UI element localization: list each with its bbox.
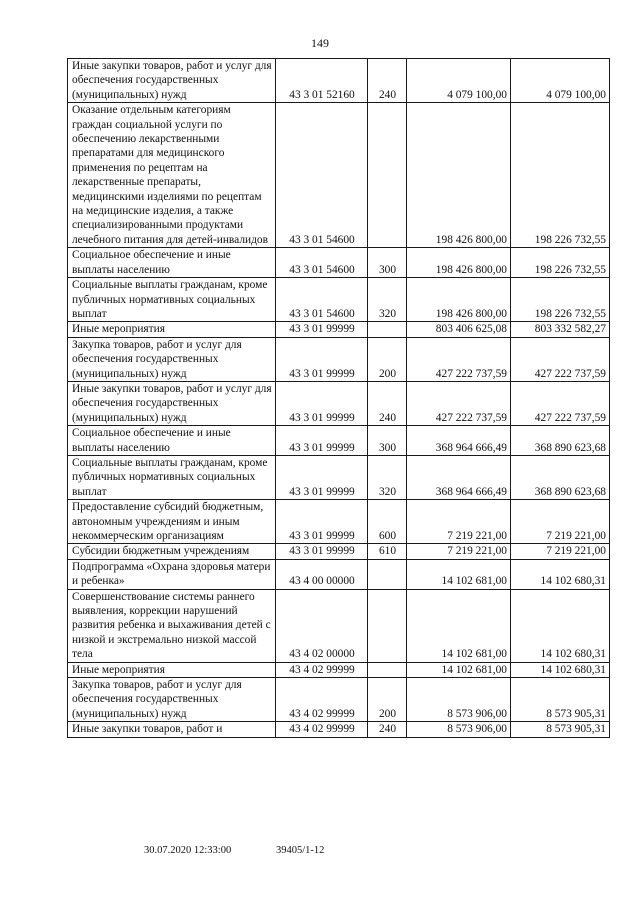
row-fact-amount-cell: 803 332 582,27 (511, 322, 610, 337)
table-row (68, 559, 610, 589)
row-fact-amount-cell: 427 222 737,59 (511, 381, 610, 425)
table-row (68, 322, 610, 337)
row-plan-amount-cell: 803 406 625,08 (407, 322, 511, 337)
row-code-cell: 43 3 01 54600 (276, 103, 368, 248)
row-code-cell: 43 4 00 00000 (276, 559, 368, 589)
row-code-cell: 43 4 02 99999 (276, 722, 368, 737)
row-code-cell: 43 3 01 99999 (276, 322, 368, 337)
row-code-cell: 43 4 02 99999 (276, 662, 368, 677)
footer-document-number: 39405/1-12 (276, 845, 325, 856)
row-fact-amount-cell: 8 573 905,31 (511, 722, 610, 737)
table-row (68, 500, 610, 544)
row-fact-amount-cell: 198 226 732,55 (511, 248, 610, 278)
table-row (68, 248, 610, 278)
row-name-cell: Предоставление субсидий бюджетным, автономным учреждениям и иным некоммерческим организациям (68, 500, 276, 544)
row-plan-amount-cell: 4 079 100,00 (407, 59, 511, 103)
row-type-cell: 200 (368, 678, 407, 722)
row-name-cell: Подпрограмма «Охрана здоровья матери и ребенка» (68, 559, 276, 589)
row-code-cell: 43 3 01 99999 (276, 544, 368, 559)
row-plan-amount-cell: 427 222 737,59 (407, 337, 511, 381)
row-type-cell: 320 (368, 455, 407, 499)
row-fact-amount-cell: 14 102 680,31 (511, 559, 610, 589)
table-row (68, 59, 610, 103)
row-name-cell: Оказание отдельным категориям граждан социальной услуги по обеспечению лекарственными препаратами для медицинского применения по рецептам на лекарственные препараты, медицинскими изделиями по рецептам на медицинские изделия, а также специализированными продуктами лечебного питания для детей-инвалидов (68, 103, 276, 248)
table-row (68, 337, 610, 381)
budget-table-body (68, 59, 610, 738)
table-row (68, 544, 610, 559)
row-name-cell: Иные мероприятия (68, 322, 276, 337)
row-type-cell: 300 (368, 248, 407, 278)
budget-table (67, 58, 610, 738)
row-name-cell: Социальные выплаты гражданам, кроме публичных нормативных социальных выплат (68, 455, 276, 499)
row-name-cell: Иные закупки товаров, работ и (68, 722, 276, 737)
row-plan-amount-cell: 368 964 666,49 (407, 455, 511, 499)
row-name-cell: Социальное обеспечение и иные выплаты населению (68, 248, 276, 278)
row-type-cell (368, 589, 407, 662)
row-plan-amount-cell: 7 219 221,00 (407, 500, 511, 544)
table-row (68, 278, 610, 322)
row-fact-amount-cell: 4 079 100,00 (511, 59, 610, 103)
row-plan-amount-cell: 14 102 681,00 (407, 662, 511, 677)
row-type-cell: 300 (368, 426, 407, 456)
row-name-cell: Закупка товаров, работ и услуг для обеспечения государственных (муниципальных) нужд (68, 678, 276, 722)
row-name-cell: Иные мероприятия (68, 662, 276, 677)
row-plan-amount-cell: 8 573 906,00 (407, 678, 511, 722)
row-fact-amount-cell: 427 222 737,59 (511, 337, 610, 381)
row-type-cell: 240 (368, 722, 407, 737)
row-fact-amount-cell: 14 102 680,31 (511, 662, 610, 677)
row-code-cell: 43 3 01 52160 (276, 59, 368, 103)
row-code-cell: 43 4 02 00000 (276, 589, 368, 662)
table-row (68, 103, 610, 248)
row-type-cell: 240 (368, 381, 407, 425)
row-name-cell: Закупка товаров, работ и услуг для обеспечения государственных (муниципальных) нужд (68, 337, 276, 381)
row-plan-amount-cell: 198 426 800,00 (407, 103, 511, 248)
row-plan-amount-cell: 8 573 906,00 (407, 722, 511, 737)
footer-timestamp: 30.07.2020 12:33:00 (144, 845, 232, 856)
row-plan-amount-cell: 198 426 800,00 (407, 248, 511, 278)
row-fact-amount-cell: 7 219 221,00 (511, 544, 610, 559)
row-plan-amount-cell: 14 102 681,00 (407, 589, 511, 662)
row-code-cell: 43 3 01 99999 (276, 500, 368, 544)
row-type-cell: 610 (368, 544, 407, 559)
row-type-cell: 320 (368, 278, 407, 322)
row-name-cell: Иные закупки товаров, работ и услуг для обеспечения государственных (муниципальных) нужд (68, 381, 276, 425)
row-code-cell: 43 3 01 99999 (276, 455, 368, 499)
row-fact-amount-cell: 198 226 732,55 (511, 278, 610, 322)
row-name-cell: Социальные выплаты гражданам, кроме публичных нормативных социальных выплат (68, 278, 276, 322)
row-type-cell: 200 (368, 337, 407, 381)
row-plan-amount-cell: 368 964 666,49 (407, 426, 511, 456)
table-row (68, 662, 610, 677)
row-code-cell: 43 3 01 99999 (276, 426, 368, 456)
row-code-cell: 43 4 02 99999 (276, 678, 368, 722)
row-type-cell (368, 662, 407, 677)
table-row (68, 455, 610, 499)
row-type-cell (368, 559, 407, 589)
row-name-cell: Совершенствование системы раннего выявления, коррекции нарушений развития ребенка и выхаживания детей с низкой и экстремально низкой массой тела (68, 589, 276, 662)
row-fact-amount-cell: 198 226 732,55 (511, 103, 610, 248)
table-row (68, 722, 610, 737)
row-plan-amount-cell: 427 222 737,59 (407, 381, 511, 425)
row-type-cell: 240 (368, 59, 407, 103)
table-row (68, 678, 610, 722)
row-name-cell: Субсидии бюджетным учреждениям (68, 544, 276, 559)
row-fact-amount-cell: 368 890 623,68 (511, 455, 610, 499)
row-type-cell (368, 322, 407, 337)
row-fact-amount-cell: 7 219 221,00 (511, 500, 610, 544)
table-row (68, 589, 610, 662)
row-fact-amount-cell: 368 890 623,68 (511, 426, 610, 456)
row-plan-amount-cell: 198 426 800,00 (407, 278, 511, 322)
row-type-cell: 600 (368, 500, 407, 544)
row-fact-amount-cell: 14 102 680,31 (511, 589, 610, 662)
page-number: 149 (311, 36, 329, 50)
row-name-cell: Иные закупки товаров, работ и услуг для обеспечения государственных (муниципальных) нужд (68, 59, 276, 103)
row-code-cell: 43 3 01 54600 (276, 248, 368, 278)
row-fact-amount-cell: 8 573 905,31 (511, 678, 610, 722)
row-code-cell: 43 3 01 99999 (276, 381, 368, 425)
row-plan-amount-cell: 14 102 681,00 (407, 559, 511, 589)
row-plan-amount-cell: 7 219 221,00 (407, 544, 511, 559)
row-type-cell (368, 103, 407, 248)
row-name-cell: Социальное обеспечение и иные выплаты населению (68, 426, 276, 456)
row-code-cell: 43 3 01 54600 (276, 278, 368, 322)
table-row (68, 381, 610, 425)
row-code-cell: 43 3 01 99999 (276, 337, 368, 381)
table-row (68, 426, 610, 456)
